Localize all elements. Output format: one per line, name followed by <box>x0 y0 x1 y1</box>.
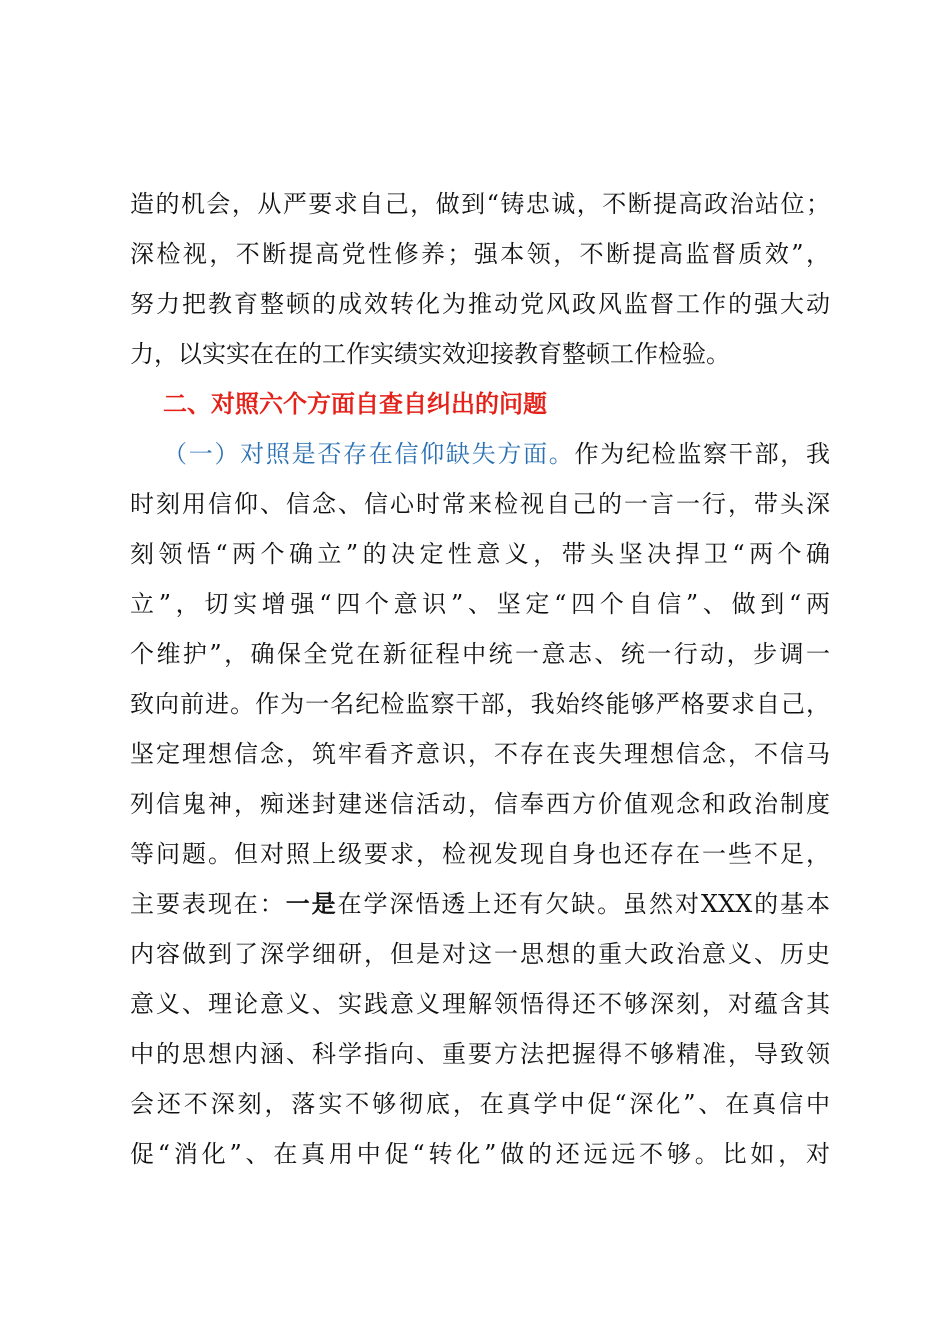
body-line: 造的机会，从严要求自己，做到“铸忠诚，不断提高政治站位； <box>130 190 830 218</box>
body-line: 等问题。但对照上级要求，检视发现自身也还存在一些不足， <box>130 840 830 868</box>
body-line: 致向前进。作为一名纪检监察干部，我始终能够严格要求自己， <box>130 690 830 718</box>
subsection-first-line-text: 作为纪检监察干部，我 <box>574 440 831 468</box>
body-line: 立”，切实增强“四个意识”、坚定“四个自信”、做到“两 <box>130 590 830 618</box>
body-line: 中的思想内涵、科学指向、重要方法把握得不够精准，导致领 <box>130 1040 830 1068</box>
emphasis-rest: 在学深悟透上还有欠缺。虽然对XXX的基本 <box>337 890 831 918</box>
body-line: 时刻用信仰、信念、信心时常来检视自己的一言一行，带头深 <box>130 490 830 518</box>
subsection-first-line <box>163 429 830 479</box>
emphasis-bold: 一是 <box>285 890 338 918</box>
body-line: 会还不深刻，落实不够彻底，在真学中促“深化”、在真信中 <box>130 1090 830 1118</box>
body-line: 意义、理论意义、实践意义理解领悟得还不够深刻，对蕴含其 <box>130 990 830 1018</box>
body-line: 努力把教育整顿的成效转化为推动党风政风监督工作的强大动 <box>130 290 830 318</box>
body-line: 列信鬼神，痴迷封建迷信活动，信奉西方价值观念和政治制度 <box>130 790 830 818</box>
body-line: 刻领悟“两个确立”的决定性意义，带头坚决捍卫“两个确 <box>130 540 830 568</box>
body-line: 促“消化”、在真用中促“转化”做的还远远不够。比如，对 <box>130 1140 830 1168</box>
body-line: 力，以实实在在的工作实绩实效迎接教育整顿工作检验。 <box>130 340 730 368</box>
section-heading: 二、对照六个方面自查自纠出的问题 <box>163 390 547 418</box>
body-line: 坚定理想信念，筑牢看齐意识，不存在丧失理想信念，不信马 <box>130 740 830 768</box>
emphasis-prefix: 主要表现在： <box>130 890 286 918</box>
subsection-title: （一）对照是否存在信仰缺失方面。 <box>163 440 575 468</box>
body-line: 内容做到了深学细研，但是对这一思想的重大政治意义、历史 <box>130 940 830 968</box>
emphasis-line <box>130 879 830 929</box>
body-line: 深检视，不断提高党性修养；强本领，不断提高监督质效”， <box>130 240 830 268</box>
body-line: 个维护”，确保全党在新征程中统一意志、统一行动，步调一 <box>130 640 830 668</box>
